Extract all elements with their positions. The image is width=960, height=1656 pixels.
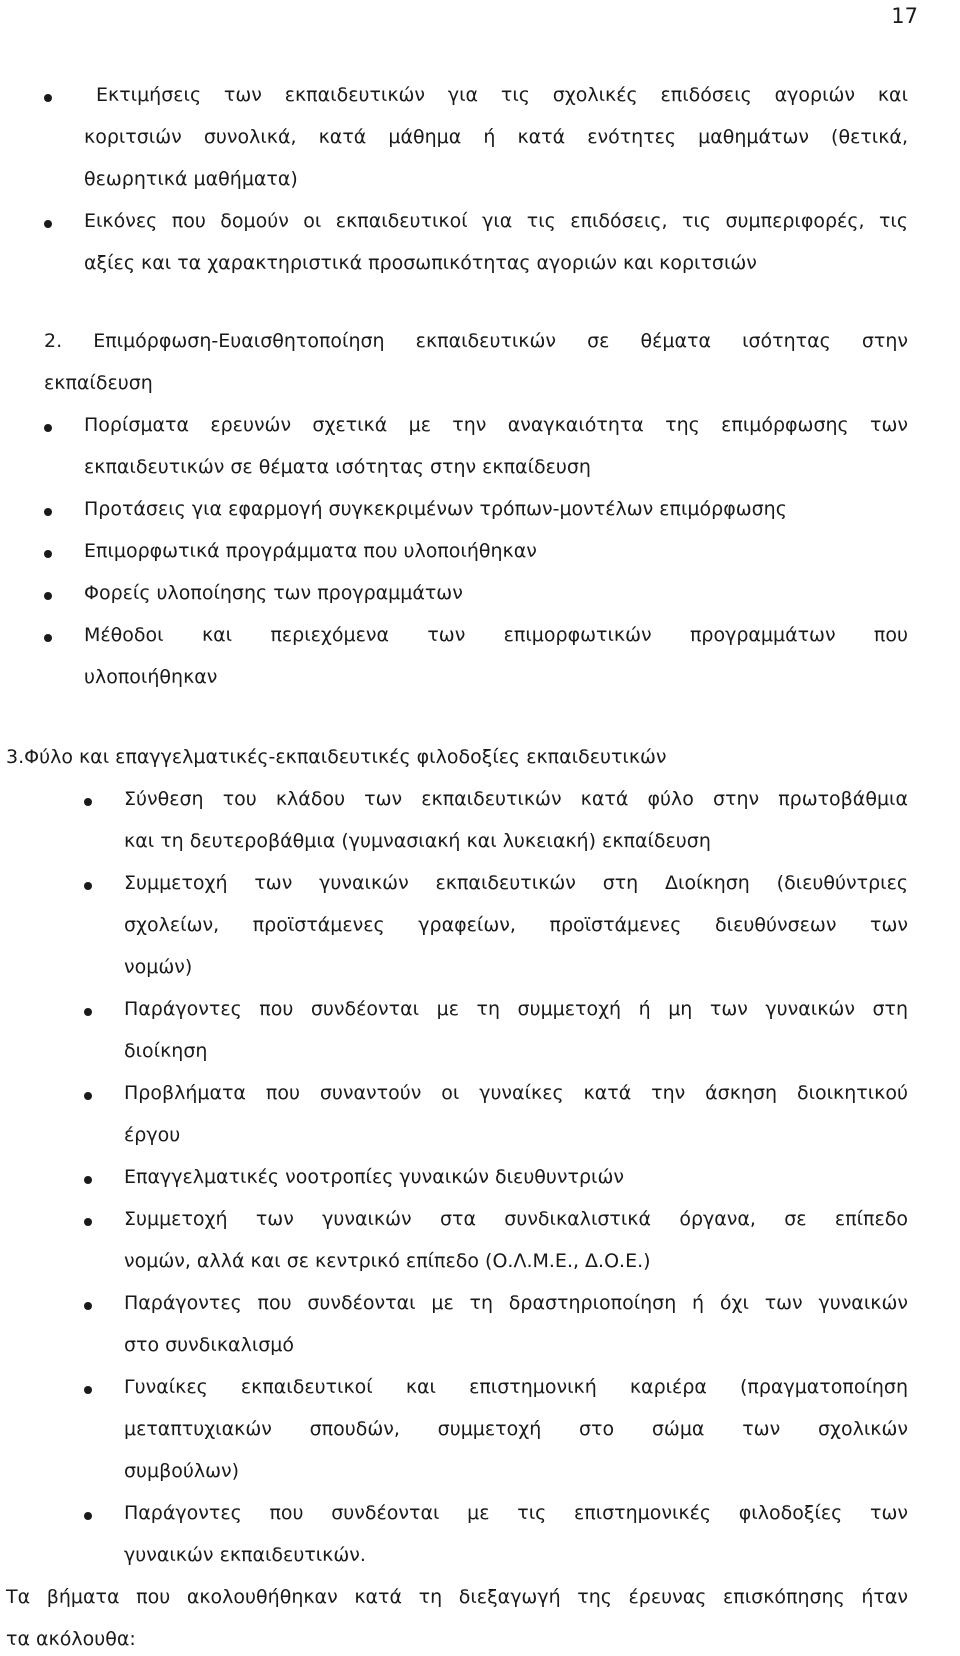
bullet-icon <box>44 550 52 558</box>
section1-item2-line1: Εικόνες που δομούν οι εκπαιδευτικοί για τις επιδόσεις, τις συμπεριφορές, τις <box>84 210 908 232</box>
section3-item6-line1: Συμμετοχή των γυναικών στα συνδικαλιστικά όργανα, σε επίπεδο <box>124 1208 908 1230</box>
section3-item5: Επαγγελματικές νοοτροπίες γυναικών διευθυντριών <box>124 1166 624 1188</box>
section1-item1-line3: θεωρητικά μαθήματα) <box>84 168 298 190</box>
section2-item5-line1: Μέθοδοι και περιεχόμενα των επιμορφωτικών προγραμμάτων που <box>84 624 908 646</box>
section1-item2-line2: αξίες και τα χαρακτηριστικά προσωπικότητας αγοριών και κοριτσιών <box>84 252 757 274</box>
section3-item6-line2: νομών, αλλά και σε κεντρικό επίπεδο (Ο.Λ.Μ.Ε., Δ.Ο.Ε.) <box>124 1250 651 1272</box>
section3-item9-line2: γυναικών εκπαιδευτικών. <box>124 1544 366 1566</box>
bullet-icon <box>84 1218 92 1226</box>
section1-item1-line1: Εκτιμήσεις των εκπαιδευτικών για τις σχολικές επιδόσεις αγοριών και <box>96 84 908 106</box>
section2-item2: Προτάσεις για εφαρμογή συγκεκριμένων τρόπων-μοντέλων επιμόρφωσης <box>84 498 787 520</box>
section3-item8-line3: συμβούλων) <box>124 1460 240 1482</box>
section3-item2-line1: Συμμετοχή των γυναικών εκπαιδευτικών στη Διοίκηση (διευθύντριες <box>124 872 908 894</box>
section2-item3: Επιμορφωτικά προγράμματα που υλοποιήθηκαν <box>84 540 537 562</box>
section2-item4: Φορείς υλοποίησης των προγραμμάτων <box>84 582 463 604</box>
page-number: 17 <box>891 4 918 28</box>
section2-item1-line1: Πορίσματα ερευνών σχετικά με την αναγκαιότητα της επιμόρφωσης των <box>84 414 908 436</box>
bullet-icon <box>84 1386 92 1394</box>
section2-item5-line2: υλοποιήθηκαν <box>84 666 218 688</box>
bullet-icon <box>84 1176 92 1184</box>
section2-heading-line2: εκπαίδευση <box>44 372 153 394</box>
section3-item2-line2: σχολείων, προϊστάμενες γραφείων, προϊστάμενες διευθύνσεων των <box>124 914 908 936</box>
bullet-icon <box>84 1008 92 1016</box>
section3-item9-line1: Παράγοντες που συνδέονται με τις επιστημονικές φιλοδοξίες των <box>124 1502 908 1524</box>
section3-item2-line3: νομών) <box>124 956 193 978</box>
bullet-icon <box>44 634 52 642</box>
bullet-icon <box>84 798 92 806</box>
section2-heading-line1: 2. Επιμόρφωση-Ευαισθητοποίηση εκπαιδευτικών σε θέματα ισότητας στην <box>44 330 908 352</box>
bullet-icon <box>44 508 52 516</box>
section1-item1-line2: κοριτσιών συνολικά, κατά μάθημα ή κατά ενότητες μαθημάτων (θετικά, <box>84 126 908 148</box>
section3-item7-line1: Παράγοντες που συνδέονται με τη δραστηριοποίηση ή όχι των γυναικών <box>124 1292 908 1314</box>
section3-item4-line2: έργου <box>124 1124 181 1146</box>
bullet-icon <box>84 1512 92 1520</box>
section3-item7-line2: στο συνδικαλισμό <box>124 1334 294 1356</box>
section3-heading: 3.Φύλο και επαγγελματικές-εκπαιδευτικές φιλοδοξίες εκπαιδευτικών <box>6 746 667 768</box>
section3-item1-line1: Σύνθεση του κλάδου των εκπαιδευτικών κατά φύλο στην πρωτοβάθμια <box>124 788 908 810</box>
section2-item1-line2: εκπαιδευτικών σε θέματα ισότητας στην εκπαίδευση <box>84 456 591 478</box>
section3-item1-line2: και τη δευτεροβάθμια (γυμνασιακή και λυκειακή) εκπαίδευση <box>124 830 711 852</box>
section3-item8-line1: Γυναίκες εκπαιδευτικοί και επιστημονική καριέρα (πραγματοποίηση <box>124 1376 908 1398</box>
bullet-icon <box>44 592 52 600</box>
bullet-icon <box>44 94 52 102</box>
section3-item3-line1: Παράγοντες που συνδέονται με τη συμμετοχή ή μη των γυναικών στη <box>124 998 908 1020</box>
section3-item4-line1: Προβλήματα που συναντούν οι γυναίκες κατά την άσκηση διοικητικού <box>124 1082 908 1104</box>
bullet-icon <box>84 882 92 890</box>
bullet-icon <box>84 1302 92 1310</box>
closing-line1: Τα βήματα που ακολουθήθηκαν κατά τη διεξαγωγή της έρευνας επισκόπησης ήταν <box>6 1586 908 1608</box>
section3-item8-line2: μεταπτυχιακών σπουδών, συμμετοχή στο σώμα των σχολικών <box>124 1418 908 1440</box>
section3-item3-line2: διοίκηση <box>124 1040 208 1062</box>
closing-line2: τα ακόλουθα: <box>6 1628 136 1650</box>
bullet-icon <box>84 1092 92 1100</box>
bullet-icon <box>44 220 52 228</box>
bullet-icon <box>44 424 52 432</box>
